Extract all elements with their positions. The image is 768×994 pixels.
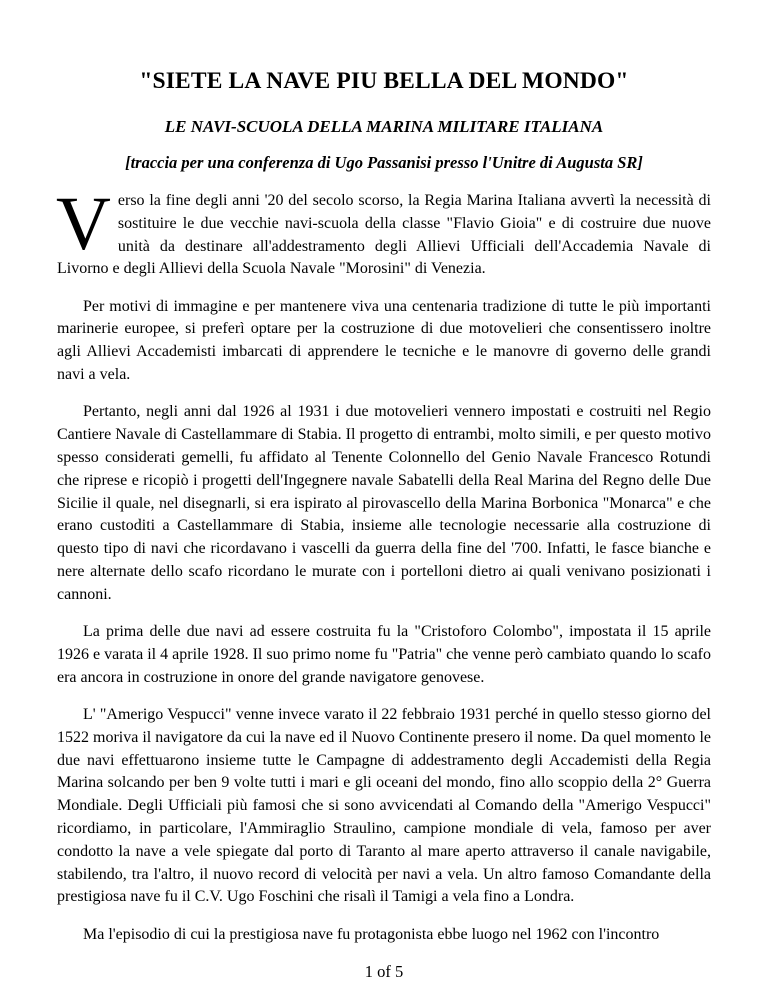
page-number: 1 of 5 (364, 962, 404, 981)
document-title: "SIETE LA NAVE PIU BELLA DEL MONDO" (139, 68, 629, 94)
paragraph-1 (56, 182, 711, 281)
document-body (56, 182, 711, 961)
paragraph-1-text: erso la fine degli anni '20 del secolo scorso, la Regia Marina Italiana avvertì la necessità di sostituire le due vecchie navi-scuola della classe "Flavio Gioia" e di costruire due nuove unità da destinare all'addestramento degli Allievi Ufficiali dell'Accademia Navale di Livorno e degli Allievi della Scuola Navale "Morosini" di Venezia. (57, 192, 711, 278)
paragraph-6: Ma l'episodio di cui la prestigiosa nave fu protagonista ebbe luogo nel 1962 con l'incontro (83, 925, 660, 943)
drop-cap: V (56, 182, 111, 266)
document-subtitle: LE NAVI-SCUOLA DELLA MARINA MILITARE ITALIANA (164, 117, 604, 136)
document-note: [traccia per una conferenza di Ugo Passanisi presso l'Unitre di Augusta SR] (125, 153, 643, 172)
paragraph-5: L' "Amerigo Vespucci" venne invece varato il 22 febbraio 1931 perché in quello stesso giorno del 1522 moriva il navigatore da cui la nave ed il Nuovo Continente presero il nome. Da quel momento le due navi effettuarono insieme tutte le Campagne di addestramento degli Accademisti della Regia Marina solcando per ben 9 volte tutti i mari e gli oceani del mondo, fino allo scoppio della 2° Guerra Mondiale. Degli Ufficiali più famosi che si sono avvicendati al Comando della "Amerigo Vespucci" ricordiamo, in particolare, l'Ammiraglio Straulino, campione mondiale di vela, famoso per aver condotto la nave a vele spiegate dal porto di Taranto al mare aperto attraverso il canale navigabile, stabilendo, tra l'altro, il nuovo record di velocità per navi a vela. Un altro famoso Comandante della prestigiosa nave fu il C.V. Ugo Foschini che risalì il Tamigi a vela fino a Londra. (57, 705, 711, 906)
paragraph-2: Per motivi di immagine e per mantenere viva una centenaria tradizione di tutte le più importanti marinerie europee, si preferì optare per la costruzione di due motovelieri che consentissero inoltre agli Allievi Accademisti imbarcati di apprendere le tecniche e le manovre di governo delle grandi navi a vela. (57, 297, 711, 384)
paragraph-3: Pertanto, negli anni dal 1926 al 1931 i due motovelieri vennero impostati e costruiti nel Regio Cantiere Navale di Castellammare di Stabia. Il progetto di entrambi, molto simili, e per questo motivo spesso considerati gemelli, fu affidato al Tenente Colonnello del Genio Navale Francesco Rotundi che riprese e ricopiò i progetti dell'Ingegnere navale Sabatelli della Real Marina del Regno delle Due Sicilie il quale, nel disegnarli, si era ispirato al pirovascello della Marina Borbonica "Monarca" e che erano custoditi a Castellammare di Stabia, insieme alle tecnologie necessarie alla costruzione di questo tipo di navi che ricordavano i vascelli da guerra della fine del '700. Infatti, le fasce bianche e nere alternate dello scafo ricordano le murate con i portelloni dietro ai quali venivano posizionati i cannoni. (57, 403, 711, 603)
paragraph-4: La prima delle due navi ad essere costruita fu la "Cristoforo Colombo", impostata il 15 aprile 1926 e varata il 4 aprile 1928. Il suo primo nome fu "Patria" che venne però cambiato quando lo scafo era ancora in costruzione in onore del grande navigatore genovese. (57, 623, 711, 686)
